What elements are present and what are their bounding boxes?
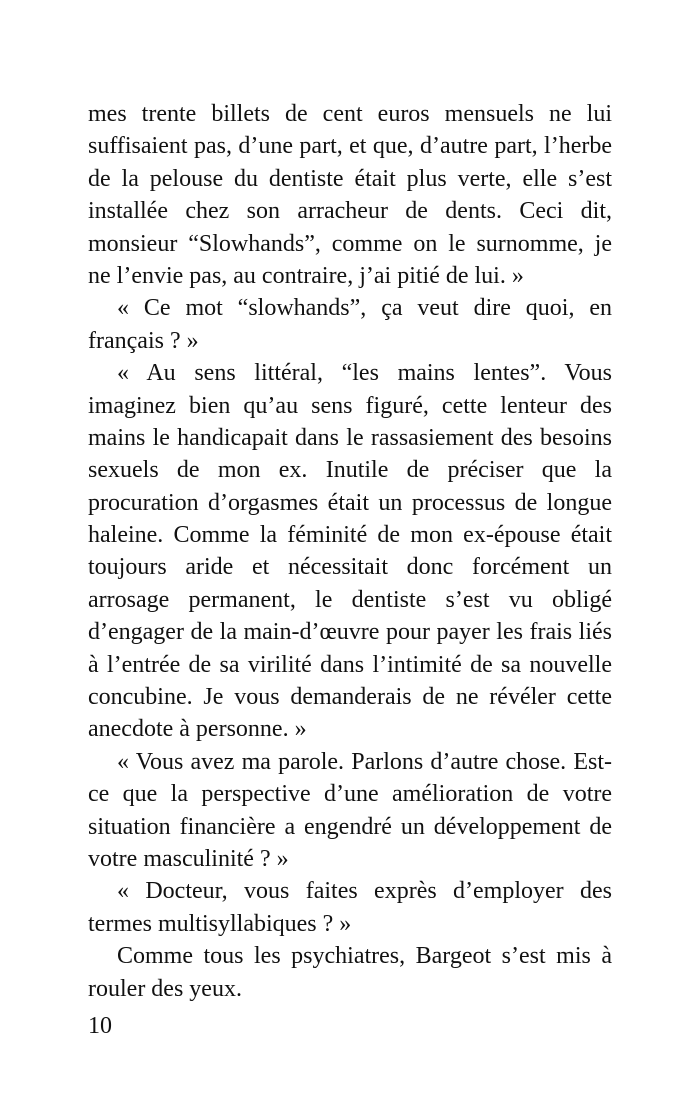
text-line: mes trente billets de cent euros mensuels ne lui [88, 101, 612, 127]
text-line: termes multisyllabiques ? » [88, 910, 352, 937]
text-line: de la pelouse du dentiste était plus verte, elle s’est [88, 165, 612, 192]
text-line: ne l’envie pas, au contraire, j’ai pitié de lui. » [88, 262, 524, 289]
text-line: ce que la perspective d’une amélioration de votre [88, 781, 612, 808]
text-line: haleine. Comme la féminité de mon ex-épouse était [88, 522, 612, 549]
text-line: toujours aride et nécessitait donc forcément un [88, 554, 612, 581]
text-line: suffisaient pas, d’une part, et que, d’autre part, l’herbe [88, 133, 612, 160]
text-line: arrosage permanent, le dentiste s’est vu obligé [88, 586, 612, 613]
text-line: « Vous avez ma parole. Parlons d’autre chose. Est- [117, 748, 612, 775]
page-body-text [88, 98, 612, 1005]
text-line: concubine. Je vous demanderais de ne révéler cette [88, 684, 612, 711]
text-line: anecdote à personne. » [88, 716, 307, 743]
text-line: sexuels de mon ex. Inutile de préciser que la [88, 457, 612, 484]
text-line: rouler des yeux. [88, 975, 242, 1002]
text-line: imaginez bien qu’au sens figuré, cette lenteur des [88, 392, 612, 419]
text-line: « Ce mot “slowhands”, ça veut dire quoi, en [117, 295, 612, 322]
text-line: à l’entrée de sa virilité dans l’intimité de sa nouvelle [88, 651, 612, 678]
text-line: « Docteur, vous faites exprès d’employer des [117, 878, 612, 905]
text-line: procuration d’orgasmes était un processus de longue [88, 489, 612, 516]
text-line: « Au sens littéral, “les mains lentes”. Vous [117, 360, 612, 387]
text-line: monsieur “Slowhands”, comme on le surnomme, je [88, 230, 612, 257]
text-line: français ? » [88, 327, 199, 354]
text-line: Comme tous les psychiatres, Bargeot s’est mis à [117, 943, 612, 970]
text-line: installée chez son arracheur de dents. Ceci dit, [88, 198, 612, 225]
text-line: mains le handicapait dans le rassasiement des besoins [88, 424, 612, 451]
page-number: 10 [88, 1013, 112, 1039]
text-line: d’engager de la main-d’œuvre pour payer les frais liés [88, 619, 612, 646]
text-line: situation financière a engendré un développement de [88, 813, 612, 840]
text-line: votre masculinité ? » [88, 845, 289, 872]
